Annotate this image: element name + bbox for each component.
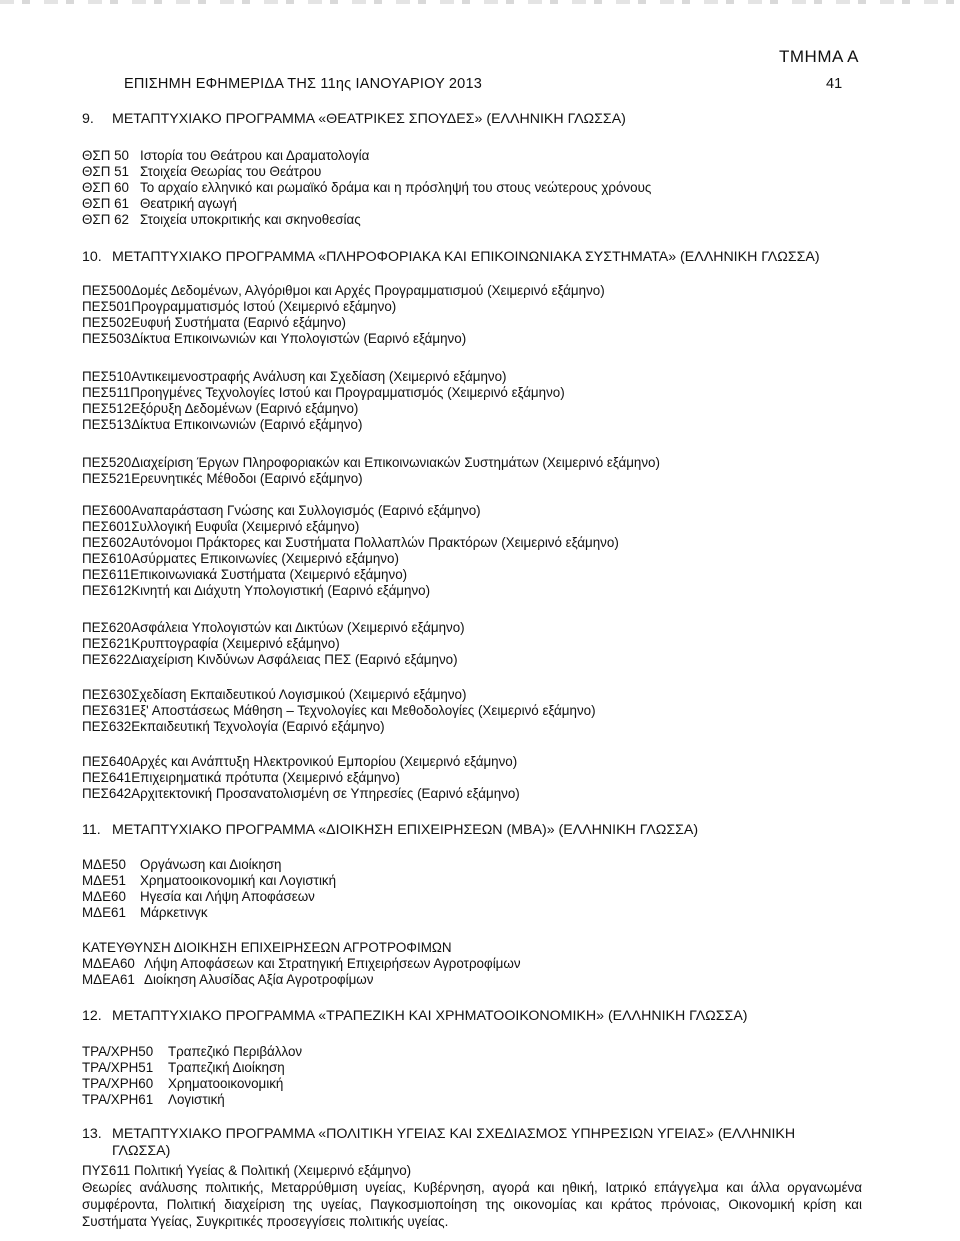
course-line <box>82 583 862 599</box>
course-description: Θεωρίες ανάλυσης πολιτικής, Μεταρρύθμιση υγείας, Κυβέρνηση, αγορά και ηθική, Ιατρικό επάγγελμα και άλλα οργανωμένα συμφέροντα, Πολιτική διαχείριση της υγείας, Παγκοσμιοποίηση της οικονομίας και κράτος πρόνοιας, Οικονομική κρίση και Συστήματα Υγείας, Συγκριτικές προσεγγίσεις πολιτικής υγείας. <box>82 1180 862 1229</box>
course-code: ΘΣΠ 62 <box>82 212 129 227</box>
course-title: Ερευνητικές Μέθοδοι (Εαρινό εξάμηνο) <box>131 471 363 486</box>
course-title: Χρηματοοικονομική <box>168 1076 284 1091</box>
gazette-header: ΕΠΙΣΗΜΗ ΕΦΗΜΕΡΙΔΑ ΤΗΣ 11ης ΙΑΝΟΥΑΡΙΟΥ 2013 <box>124 76 482 92</box>
course-title: Συλλογική Ευφυΐα (Χειμερινό εξάμηνο) <box>131 519 360 534</box>
course-title: Εξ' Αποστάσεως Μάθηση – Τεχνολογίες και Μεθοδολογίες (Χειμερινό εξάμηνο) <box>131 703 596 718</box>
course-title: Εξόρυξη Δεδομένων (Εαρινό εξάμηνο) <box>131 401 359 416</box>
course-code: ΘΣΠ 60 <box>82 180 129 195</box>
course-code: ΠΕΣ622 <box>82 652 132 667</box>
program-number: 12. <box>82 1008 102 1024</box>
course-title: Προγραμματισμός Ιστού (Χειμερινό εξάμηνο) <box>131 299 397 314</box>
course-title: Λήψη Αποφάσεων και Στρατηγική Επιχειρήσεων Αγροτροφίμων <box>144 956 521 971</box>
course-line <box>82 535 862 551</box>
course-code: ΜΔΕΑ60 <box>82 956 135 971</box>
course-title: Επικοινωνιακά Συστήματα (Χειμερινό εξάμηνο) <box>130 567 408 582</box>
program-heading <box>82 249 862 266</box>
course-line <box>82 385 862 401</box>
course-title: Εκπαιδευτική Τεχνολογία (Εαρινό εξάμηνο) <box>131 719 385 734</box>
program-number: 9. <box>82 111 94 127</box>
course-code: ΠΕΣ521 <box>82 471 132 486</box>
course-line <box>82 283 862 299</box>
course-line: ΠΥΣ611 Πολιτική Υγείας & Πολιτική (Χειμερινό εξάμηνο) <box>82 1163 412 1178</box>
course-code: ΤΡΑ/ΧΡΗ50 <box>82 1044 154 1059</box>
course-code: ΠΕΣ510 <box>82 369 132 384</box>
course-line <box>82 857 862 873</box>
course-code: ΠΕΣ500 <box>82 283 132 298</box>
course-title: Κινητή και Διάχυτη Υπολογιστική (Εαρινό εξάμηνο) <box>131 583 431 598</box>
course-line <box>82 770 862 786</box>
course-line <box>82 369 862 385</box>
section-tag: ΤΜΗΜΑ Α <box>779 47 860 66</box>
course-code: ΜΔΕ50 <box>82 857 126 872</box>
course-title: Διοίκηση Αλυσίδας Αξία Αγροτροφίμων <box>144 972 374 987</box>
course-line <box>82 620 862 636</box>
course-code: ΠΕΣ630 <box>82 687 132 702</box>
course-line <box>82 503 862 519</box>
program-title: ΜΕΤΑΠΤΥΧΙΑΚΟ ΠΡΟΓΡΑΜΜΑ «ΤΡΑΠΕΖΙΚΗ ΚΑΙ ΧΡΗΜΑΤΟΟΙΚΟΝΟΜΙΚΗ» (ΕΛΛΗΝΙΚΗ ΓΛΩΣΣΑ) <box>112 1008 748 1024</box>
course-title: Ευφυή Συστήματα (Εαρινό εξάμηνο) <box>131 315 346 330</box>
course-code: ΠΕΣ642 <box>82 786 132 801</box>
course-line <box>82 417 862 433</box>
course-group-600 <box>82 503 862 599</box>
course-code: ΘΣΠ 50 <box>82 148 129 163</box>
course-line <box>82 567 862 583</box>
course-code: ΤΡΑ/ΧΡΗ60 <box>82 1076 154 1091</box>
course-line <box>82 754 862 770</box>
course-group-500 <box>82 283 862 347</box>
course-title: Αντικειμενοστραφής Ανάλυση και Σχεδίαση (Χειμερινό εξάμηνο) <box>131 369 507 384</box>
course-code: ΠΕΣ600 <box>82 503 132 518</box>
page-number: 41 <box>826 76 843 92</box>
course-title: Τραπεζικό Περιβάλλον <box>168 1044 303 1059</box>
course-code: ΠΕΣ611 <box>82 567 131 582</box>
course-line <box>82 636 862 652</box>
course-code: ΜΔΕ51 <box>82 873 126 888</box>
course-line <box>82 331 862 347</box>
course-title: Χρηματοοικονομική και Λογιστική <box>140 873 337 888</box>
course-code: ΠΕΣ631 <box>82 703 132 718</box>
program-9 <box>82 111 862 128</box>
course-code: ΠΕΣ503 <box>82 331 132 346</box>
course-line <box>82 905 862 921</box>
course-title: Αναπαράσταση Γνώσης και Συλλογισμός (Εαρινό εξάμηνο) <box>131 503 481 518</box>
course-line <box>82 164 862 180</box>
program-number: 11. <box>82 822 101 838</box>
course-line <box>82 719 862 735</box>
course-title: Αρχές και Ανάπτυξη Ηλεκτρονικού Εμπορίου (Χειμερινό εξάμηνο) <box>131 754 518 769</box>
course-code: ΠΕΣ511 <box>82 385 131 400</box>
course-group-520 <box>82 455 862 487</box>
course-group-630 <box>82 687 862 735</box>
program-number: 10. <box>82 249 102 265</box>
course-line <box>82 315 862 331</box>
course-title: Στοιχεία υποκριτικής και σκηνοθεσίας <box>140 212 361 227</box>
program-heading <box>82 111 862 128</box>
course-code: ΠΕΣ610 <box>82 551 132 566</box>
course-group-640 <box>82 754 862 802</box>
course-line <box>82 401 862 417</box>
scan-edge <box>0 0 960 4</box>
course-code: ΠΕΣ632 <box>82 719 132 734</box>
course-code: ΠΕΣ602 <box>82 535 132 550</box>
course-title: Το αρχαίο ελληνικό και ρωμαϊκό δράμα και η πρόσληψή του στους νεώτερους χρόνους <box>140 180 652 195</box>
course-title: Αυτόνομοι Πράκτορες και Συστήματα Πολλαπλών Πρακτόρων (Χειμερινό εξάμηνο) <box>131 535 619 550</box>
program-13-content <box>82 1163 862 1230</box>
course-line <box>82 148 862 164</box>
course-line <box>82 180 862 196</box>
course-code: ΠΕΣ620 <box>82 620 132 635</box>
course-title: Προηγμένες Τεχνολογίες Ιστού και Προγραμματισμός (Χειμερινό εξάμηνο) <box>130 385 565 400</box>
course-code: ΘΣΠ 51 <box>82 164 129 179</box>
course-line <box>82 196 862 212</box>
course-code: ΜΔΕ61 <box>82 905 126 920</box>
program-title: ΜΕΤΑΠΤΥΧΙΑΚΟ ΠΡΟΓΡΑΜΜΑ «ΔΙΟΙΚΗΣΗ ΕΠΙΧΕΙΡΗΣΕΩΝ (MBA)» (ΕΛΛΗΝΙΚΗ ΓΛΩΣΣΑ) <box>112 822 699 838</box>
course-code: ΠΕΣ512 <box>82 401 132 416</box>
course-line <box>82 471 862 487</box>
course-title: Δίκτυα Επικοινωνιών (Εαρινό εξάμηνο) <box>131 417 363 432</box>
program-13 <box>82 1126 862 1160</box>
course-title: Μάρκετινγκ <box>140 905 208 920</box>
course-line <box>82 889 862 905</box>
course-title: Ιστορία του Θεάτρου και Δραματολογία <box>140 148 370 163</box>
course-code: ΘΣΠ 61 <box>82 196 129 211</box>
course-line <box>82 212 862 228</box>
course-line <box>82 1076 862 1092</box>
course-code: ΜΔΕ60 <box>82 889 126 904</box>
course-title: Επιχειρηματικά πρότυπα (Χειμερινό εξάμηνο) <box>131 770 400 785</box>
course-line <box>82 956 862 972</box>
course-line <box>82 299 862 315</box>
course-line <box>82 703 862 719</box>
course-title: Τραπεζική Διοίκηση <box>168 1060 285 1075</box>
program-heading <box>82 1008 862 1025</box>
program-title: ΜΕΤΑΠΤΥΧΙΑΚΟ ΠΡΟΓΡΑΜΜΑ «ΘΕΑΤΡΙΚΕΣ ΣΠΟΥΔΕΣ» (ΕΛΛΗΝΙΚΗ ΓΛΩΣΣΑ) <box>112 111 626 127</box>
course-line <box>82 551 862 567</box>
course-line <box>82 1092 862 1108</box>
course-line <box>82 519 862 535</box>
program-title: ΜΕΤΑΠΤΥΧΙΑΚΟ ΠΡΟΓΡΑΜΜΑ «ΠΛΗΡΟΦΟΡΙΑΚΑ ΚΑΙ ΕΠΙΚΟΙΝΩΝΙΑΚΑ ΣΥΣΤΗΜΑΤΑ» (ΕΛΛΗΝΙΚΗ ΓΛΩΣΣΑ) <box>112 249 820 265</box>
course-title: Θεατρική αγωγή <box>140 196 237 211</box>
course-title: Στοιχεία Θεωρίας του Θεάτρου <box>140 164 322 179</box>
program-title-continued: ΓΛΩΣΣΑ) <box>112 1143 171 1159</box>
program-heading <box>82 822 862 839</box>
course-line <box>82 972 862 988</box>
course-title: Ασφάλεια Υπολογιστών και Δικτύων (Χειμερινό εξάμηνο) <box>131 620 465 635</box>
course-group-510 <box>82 369 862 433</box>
program-number: 13. <box>82 1126 102 1142</box>
course-line <box>82 786 862 802</box>
program-9-courses <box>82 148 862 228</box>
course-title: Δίκτυα Επικοινωνιών και Υπολογιστών (Εαρινό εξάμηνο) <box>131 331 467 346</box>
course-line <box>82 1060 862 1076</box>
course-line <box>82 873 862 889</box>
course-code: ΤΡΑ/ΧΡΗ61 <box>82 1092 154 1107</box>
course-title: Διαχείριση Κινδύνων Ασφάλειας ΠΕΣ (Εαρινό εξάμηνο) <box>131 652 458 667</box>
course-group-620 <box>82 620 862 668</box>
course-code: ΠΕΣ520 <box>82 455 132 470</box>
course-code: ΠΕΣ513 <box>82 417 132 432</box>
program-heading <box>82 1126 862 1143</box>
course-code: ΤΡΑ/ΧΡΗ51 <box>82 1060 154 1075</box>
course-code: ΠΕΣ502 <box>82 315 132 330</box>
course-code: ΠΕΣ501 <box>82 299 132 314</box>
course-title: Δομές Δεδομένων, Αλγόριθμοι και Αρχές Προγραμματισμού (Χειμερινό εξάμηνο) <box>131 283 605 298</box>
track-title: ΚΑΤΕΥΘΥΝΣΗ ΔΙΟΙΚΗΣΗ ΕΠΙΧΕΙΡΗΣΕΩΝ ΑΓΡΟΤΡΟΦΙΜΩΝ <box>82 940 452 955</box>
program-11-courses <box>82 857 862 921</box>
program-title: ΜΕΤΑΠΤΥΧΙΑΚΟ ΠΡΟΓΡΑΜΜΑ «ΠΟΛΙΤΙΚΗ ΥΓΕΙΑΣ ΚΑΙ ΣΧΕΔΙΑΣΜΟΣ ΥΠΗΡΕΣΙΩΝ ΥΓΕΙΑΣ» (ΕΛΛΗΝΙΚΗ <box>112 1126 796 1142</box>
program-10 <box>82 249 862 266</box>
program-11 <box>82 822 862 839</box>
course-title: Διαχείριση Έργων Πληροφοριακών και Επικοινωνιακών Συστημάτων (Χειμερινό εξάμηνο) <box>131 455 660 470</box>
program-11-track <box>82 940 862 988</box>
course-line <box>82 455 862 471</box>
course-code: ΠΕΣ640 <box>82 754 132 769</box>
course-title: Κρυπτογραφία (Χειμερινό εξάμηνο) <box>131 636 340 651</box>
course-code: ΠΕΣ641 <box>82 770 132 785</box>
program-12-courses <box>82 1044 862 1108</box>
course-line <box>82 1044 862 1060</box>
course-title: Ηγεσία και Λήψη Αποφάσεων <box>140 889 315 904</box>
course-code: ΠΕΣ621 <box>82 636 132 651</box>
course-title: Οργάνωση και Διοίκηση <box>140 857 282 872</box>
course-title: Λογιστική <box>168 1092 225 1107</box>
course-code: ΠΕΣ601 <box>82 519 132 534</box>
course-title: Ασύρματες Επικοινωνίες (Χειμερινό εξάμηνο) <box>131 551 399 566</box>
course-code: ΜΔΕΑ61 <box>82 972 135 987</box>
course-code: ΠΕΣ612 <box>82 583 132 598</box>
course-line <box>82 687 862 703</box>
course-title: Αρχιτεκτονική Προσανατολισμένη σε Υπηρεσίες (Εαρινό εξάμηνο) <box>131 786 520 801</box>
course-line <box>82 652 862 668</box>
course-title: Σχεδίαση Εκπαιδευτικού Λογισμικού (Χειμερινό εξάμηνο) <box>131 687 467 702</box>
program-12 <box>82 1008 862 1025</box>
